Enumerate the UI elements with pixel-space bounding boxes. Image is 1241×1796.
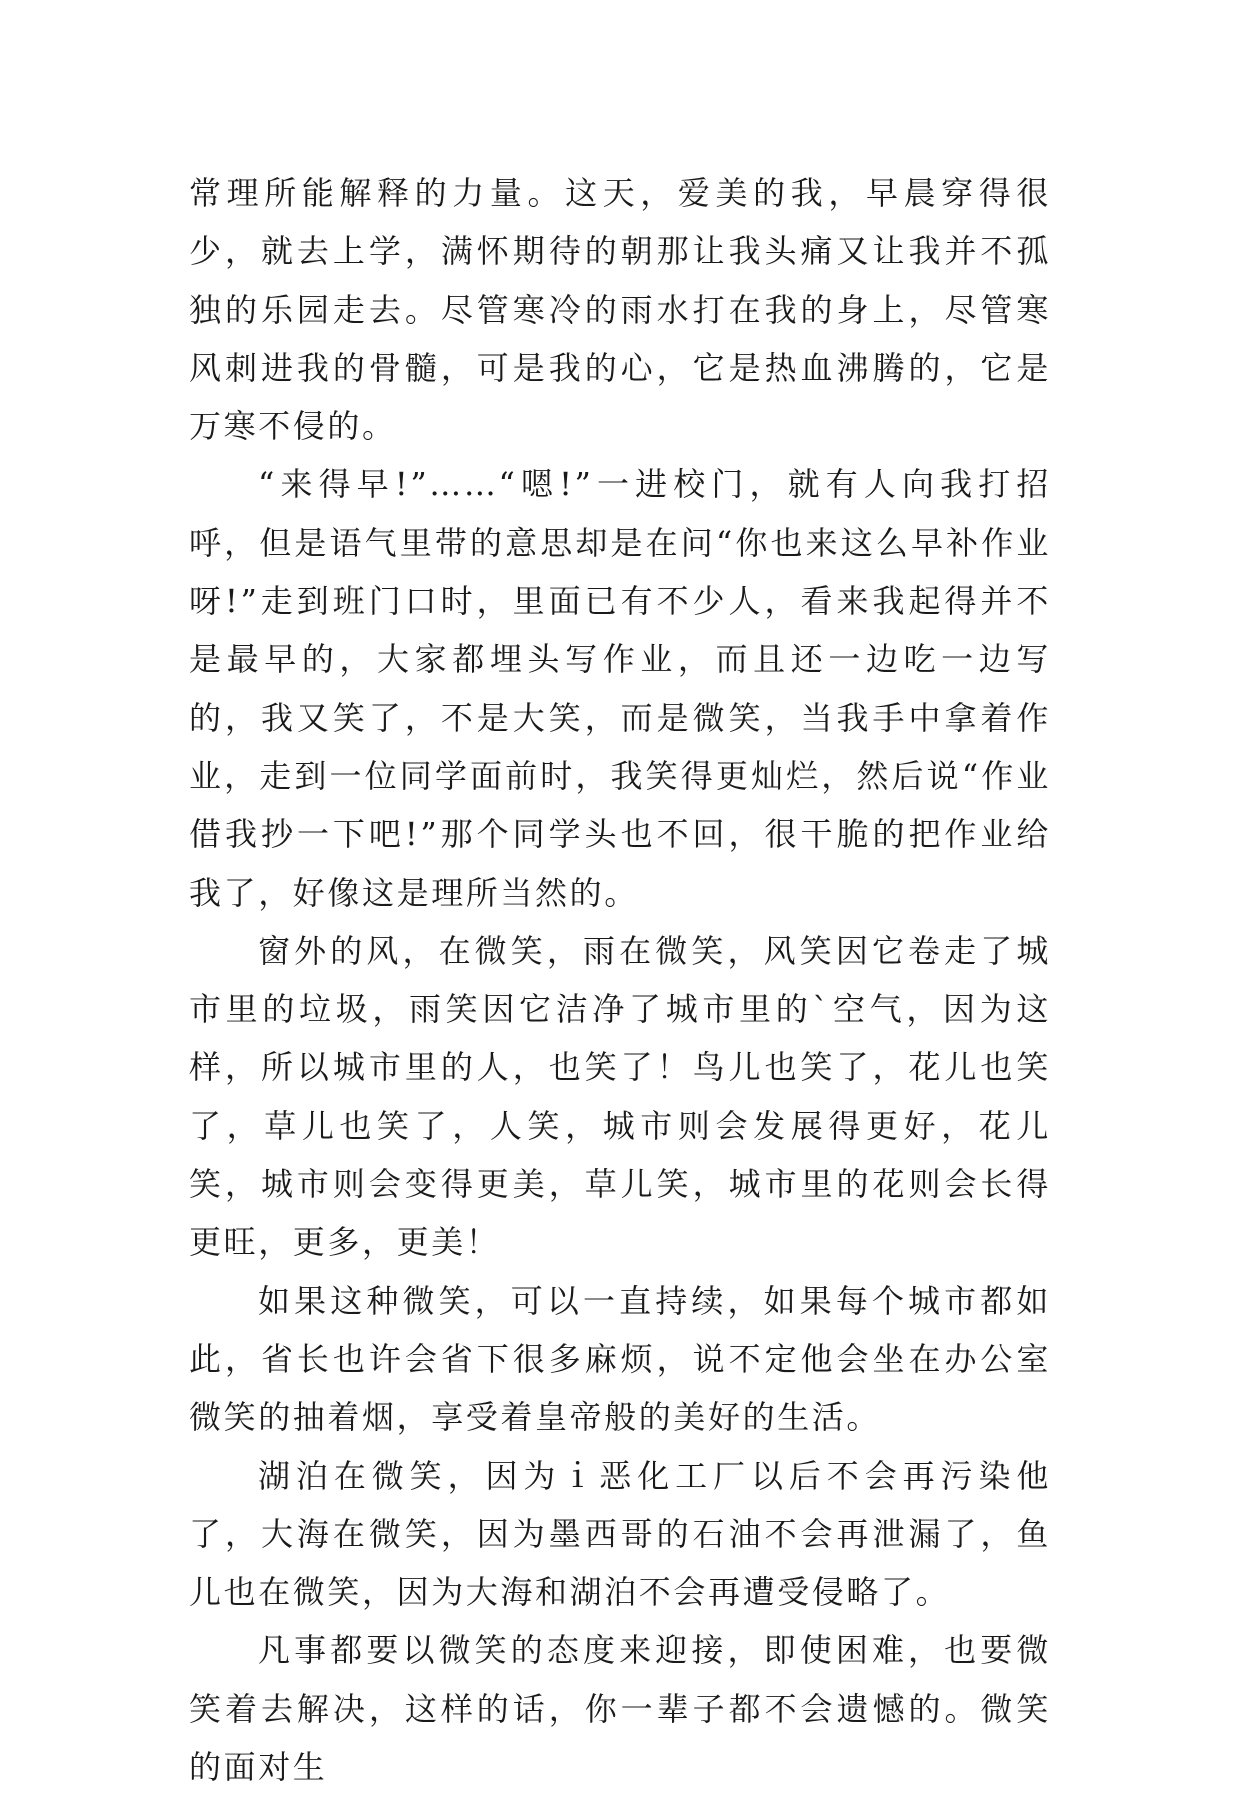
document-body <box>189 164 1051 1796</box>
paragraph-4: 如果这种微笑，可以一直持续，如果每个城市都如此，省长也许会省下很多麻烦，说不定他会坐在办公室微笑的抽着烟，享受着皇帝般的美好的生活。 <box>189 1281 1051 1437</box>
paragraph-3: 窗外的风，在微笑，雨在微笑，风笑因它卷走了城市里的垃圾，雨笑因它洁净了城市里的`空气，因为这样，所以城市里的人，也笑了！鸟儿也笑了，花儿也笑了，草儿也笑了，人笑，城市则会发展得更好，花儿笑，城市则会变得更美，草儿笑，城市里的花则会长得更旺，更多，更美！ <box>189 931 1051 1262</box>
paragraph-2: “来得早!”……“嗯!”一进校门，就有人向我打招呼，但是语气里带的意思却是在问“你也来这么早补作业呀!”走到班门口时，里面已有不少人，看来我起得并不是最早的，大家都埋头写作业，而且还一边吃一边写的，我又笑了，不是大笑，而是微笑，当我手中拿着作业，走到一位同学面前时，我笑得更灿烂，然后说“作业借我抄一下吧!”那个同学头也不回，很干脆的把作业给我了，好像这是理所当然的。 <box>189 465 1051 912</box>
paragraph-1: 常理所能解释的力量。这天，爱美的我，早晨穿得很少，就去上学，满怀期待的朝那让我头痛又让我并不孤独的乐园走去。尽管寒冷的雨水打在我的身上，尽管寒风刺进我的骨髓，可是我的心，它是热血沸腾的，它是万寒不侵的。 <box>189 174 1051 446</box>
paragraph-5: 湖泊在微笑，因为ｉ恶化工厂以后不会再污染他了，大海在微笑，因为墨西哥的石油不会再泄漏了，鱼儿也在微笑，因为大海和湖泊不会再遭受侵略了。 <box>189 1456 1051 1612</box>
paragraph-6: 凡事都要以微笑的态度来迎接，即使困难，也要微笑着去解决，这样的话，你一辈子都不会遗憾的。微笑的面对生 <box>189 1631 1051 1787</box>
